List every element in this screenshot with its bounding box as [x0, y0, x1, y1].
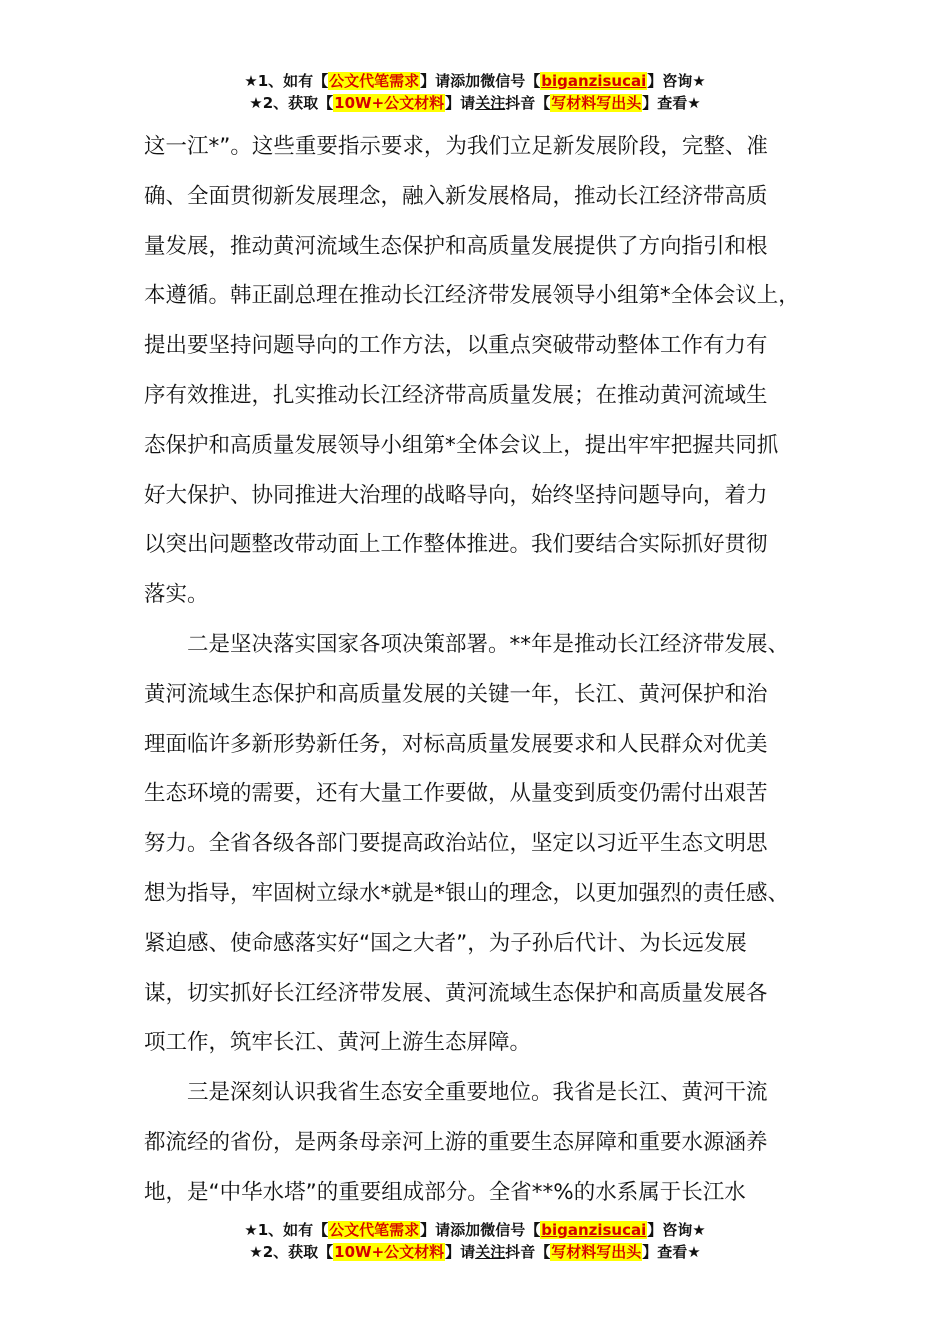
text-line: 地，是“中华水塔”的重要组成部分。全省**%的水系属于长江水	[144, 1179, 746, 1205]
banner-text: 2、获取【	[262, 1243, 334, 1261]
banner-text: 微信号【	[480, 72, 541, 90]
banner-text: 添加	[450, 1221, 481, 1239]
star-icon: ★	[244, 1221, 258, 1239]
text-line: 黄河流域生态保护和高质量发展的关键一年，长江、黄河保护和治	[144, 681, 768, 707]
star-icon: ★	[249, 94, 263, 112]
text-line: 这一江*”。这些重要指示要求，为我们立足新发展阶段，完整、准	[144, 134, 768, 159]
text-line: 三是深刻认识我省生态安全重要地位。我省是长江、黄河干流	[187, 1080, 768, 1106]
text-line: 确、全面贯彻新发展理念，融入新发展格局，推动长江经济带高质	[144, 183, 768, 209]
banner-text: 】查看	[642, 94, 688, 112]
star-icon: ★	[692, 1221, 706, 1239]
text-line: 二是坚决落实国家各项决策部署。**年是推动长江经济带发展、	[187, 631, 790, 657]
star-icon: ★	[687, 94, 701, 112]
banner-text: 关注	[475, 1243, 506, 1261]
text-line: 好大保护、协同推进大治理的战略导向，始终坚持问题导向，着力	[144, 482, 768, 508]
text-line: 以突出问题整改带动面上工作整体推进。我们要结合实际抓好贯彻	[144, 532, 768, 558]
star-icon: ★	[692, 72, 706, 90]
text-line: 紧迫感、使命感落实好“国之大者”，为子孙后代计、为长远发展	[144, 930, 747, 956]
text-line: 提出要坚持问题导向的工作方法，以重点突破带动整体工作有力有	[144, 333, 768, 359]
text-line: 生态环境的需要，还有大量工作要做，从量变到质变仍需付出艰苦	[144, 781, 768, 807]
banner-text: 】咨询	[647, 1221, 693, 1239]
text-line: 项工作，筑牢长江、黄河上游生态屏障。	[144, 1030, 532, 1056]
banner-text: 】咨询	[647, 72, 693, 90]
star-icon: ★	[687, 1243, 701, 1261]
highlight-service: 公文代笔需求	[329, 1221, 420, 1239]
text-line: 想为指导，牢固树立绿水*就是*银山的理念，以更加强烈的责任感、	[144, 880, 790, 906]
banner-text: 】请	[445, 1243, 476, 1261]
highlight-materials: 10W+公文材料	[334, 1243, 445, 1261]
text-line: 态保护和高质量发展领导小组第*全体会议上，提出牢牢把握共同抓	[144, 432, 779, 458]
banner-text: 微信号【	[480, 1221, 541, 1239]
banner-line-1	[0, 70, 950, 92]
wechat-id-link[interactable]: biganzisucai	[541, 72, 647, 90]
top-banner	[0, 70, 950, 114]
highlight-materials: 10W+公文材料	[334, 94, 445, 112]
banner-text: 关注	[475, 94, 506, 112]
banner-text: 1、如有【	[257, 1221, 329, 1239]
banner-text: 2、获取【	[262, 94, 334, 112]
star-icon: ★	[244, 72, 258, 90]
wechat-id-link[interactable]: biganzisucai	[541, 1221, 647, 1239]
banner-text: 】查看	[642, 1243, 688, 1261]
paragraph-two	[144, 620, 834, 1068]
text-line: 努力。全省各级各部门要提高政治站位，坚定以习近平生态文明思	[144, 831, 768, 857]
banner-line-2	[0, 92, 950, 114]
text-line: 本遵循。韩正副总理在推动长江经济带发展领导小组第*全体会议上，	[144, 283, 800, 309]
banner-text: 添加	[450, 72, 481, 90]
douyin-account-link[interactable]: 写材料写出头	[551, 1243, 642, 1261]
text-line: 序有效推进，扎实推动长江经济带高质量发展；在推动黄河流域生	[144, 382, 768, 408]
banner-text: 抖音【	[505, 1243, 551, 1261]
text-line: 都流经的省份，是两条母亲河上游的重要生态屏障和重要水源涵养	[144, 1129, 768, 1155]
banner-line-1	[0, 1219, 950, 1241]
banner-text: 】请	[420, 72, 451, 90]
paragraph-continued	[144, 122, 834, 620]
text-line: 落实。	[144, 582, 209, 608]
banner-text: 】请	[445, 94, 476, 112]
banner-text: 】请	[420, 1221, 451, 1239]
star-icon: ★	[249, 1243, 263, 1261]
paragraph-three	[144, 1068, 834, 1217]
document-body	[144, 122, 834, 1218]
highlight-service: 公文代笔需求	[329, 72, 420, 90]
bottom-banner	[0, 1219, 950, 1263]
text-line: 量发展，推动黄河流域生态保护和高质量发展提供了方向指引和根	[144, 233, 768, 259]
douyin-account-link[interactable]: 写材料写出头	[551, 94, 642, 112]
banner-text: 1、如有【	[257, 72, 329, 90]
banner-text: 抖音【	[505, 94, 551, 112]
text-line: 谋，切实抓好长江经济带发展、黄河流域生态保护和高质量发展各	[144, 980, 768, 1006]
text-line: 理面临许多新形势新任务，对标高质量发展要求和人民群众对优美	[144, 731, 768, 757]
banner-line-2	[0, 1241, 950, 1263]
